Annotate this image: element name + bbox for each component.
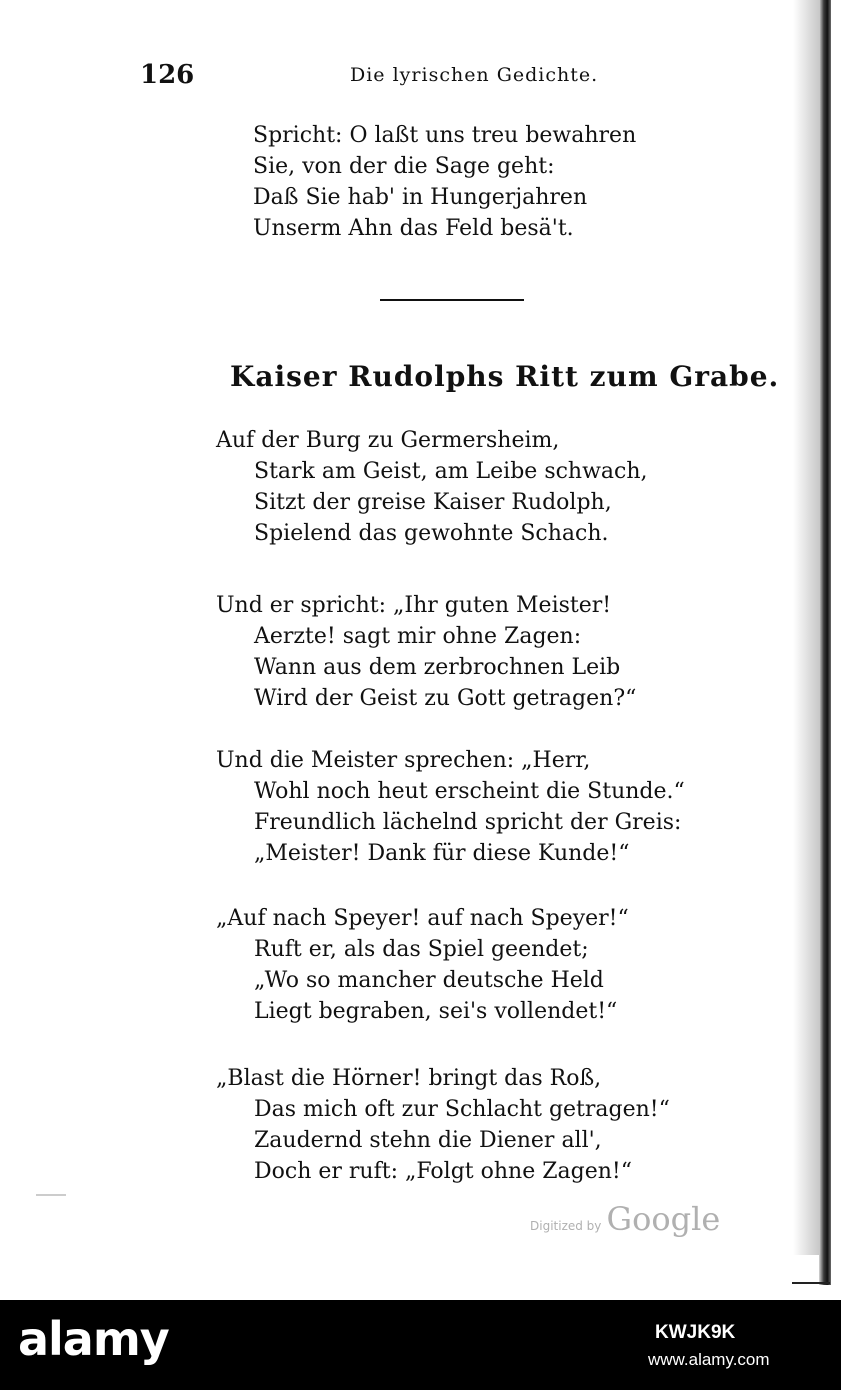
verse-line: Aerzte! sagt mir ohne Zagen: <box>254 624 582 649</box>
page-number: 126 <box>140 60 195 90</box>
stanza-1 <box>216 425 696 549</box>
edge-mark <box>792 1282 830 1284</box>
verse-line: Unserm Ahn das Feld besä't. <box>253 216 574 241</box>
verse-line: Liegt begraben, sei's vollendet!“ <box>254 999 618 1024</box>
page-edge-shadow <box>793 0 819 1255</box>
verse-line: Spricht: O laßt uns treu bewahren <box>253 123 637 148</box>
top-stanza <box>253 120 693 244</box>
stanza-5 <box>216 1063 696 1187</box>
google-logo: Google <box>606 1200 721 1238</box>
verse-line: Zaudernd stehn die Diener all', <box>254 1128 602 1153</box>
verse-line: Auf der Burg zu Germersheim, <box>216 428 560 453</box>
verse-line: „Auf nach Speyer! auf nach Speyer!“ <box>216 906 629 931</box>
scan-speck <box>36 1194 66 1196</box>
verse-line: Stark am Geist, am Leibe schwach, <box>254 459 648 484</box>
verse-line: Wohl noch heut erscheint die Stunde.“ <box>254 779 685 804</box>
verse-line: Doch er ruft: „Folgt ohne Zagen!“ <box>254 1159 632 1184</box>
verse-line: „Meister! Dank für diese Kunde!“ <box>254 841 630 866</box>
verse-line: Und er spricht: „Ihr guten Meister! <box>216 593 612 618</box>
verse-line: Ruft er, als das Spiel geendet; <box>254 937 589 962</box>
verse-line: Das mich oft zur Schlacht getragen!“ <box>254 1097 670 1122</box>
verse-line: Freundlich lächelnd spricht der Greis: <box>254 810 682 835</box>
book-spine-edge <box>819 0 831 1285</box>
verse-line: Und die Meister sprechen: „Herr, <box>216 748 591 773</box>
stanza-2 <box>216 590 696 714</box>
running-title: Die lyrischen Gedichte. <box>350 64 599 86</box>
site-url: www.alamy.com <box>648 1350 770 1369</box>
verse-line: Sitzt der greise Kaiser Rudolph, <box>254 490 612 515</box>
verse-line: Daß Sie hab' in Hungerjahren <box>253 185 588 210</box>
google-watermark <box>530 1200 720 1238</box>
verse-line: Sie, von der die Sage geht: <box>253 154 555 179</box>
watermark-prefix: Digitized by <box>530 1219 602 1233</box>
section-divider <box>380 299 524 301</box>
stanza-4 <box>216 903 696 1027</box>
image-id: KWJK9K <box>655 1322 736 1343</box>
poem-title: Kaiser Rudolphs Ritt zum Grabe. <box>230 360 780 393</box>
verse-line: „Blast die Hörner! bringt das Roß, <box>216 1066 602 1091</box>
verse-line: Wann aus dem zerbrochnen Leib <box>254 655 621 680</box>
verse-line: Wird der Geist zu Gott getragen?“ <box>254 686 637 711</box>
stanza-3 <box>216 745 696 869</box>
alamy-logo: alamy <box>18 1312 169 1366</box>
verse-line: „Wo so mancher deutsche Held <box>254 968 604 993</box>
verse-line: Spielend das gewohnte Schach. <box>254 521 609 546</box>
